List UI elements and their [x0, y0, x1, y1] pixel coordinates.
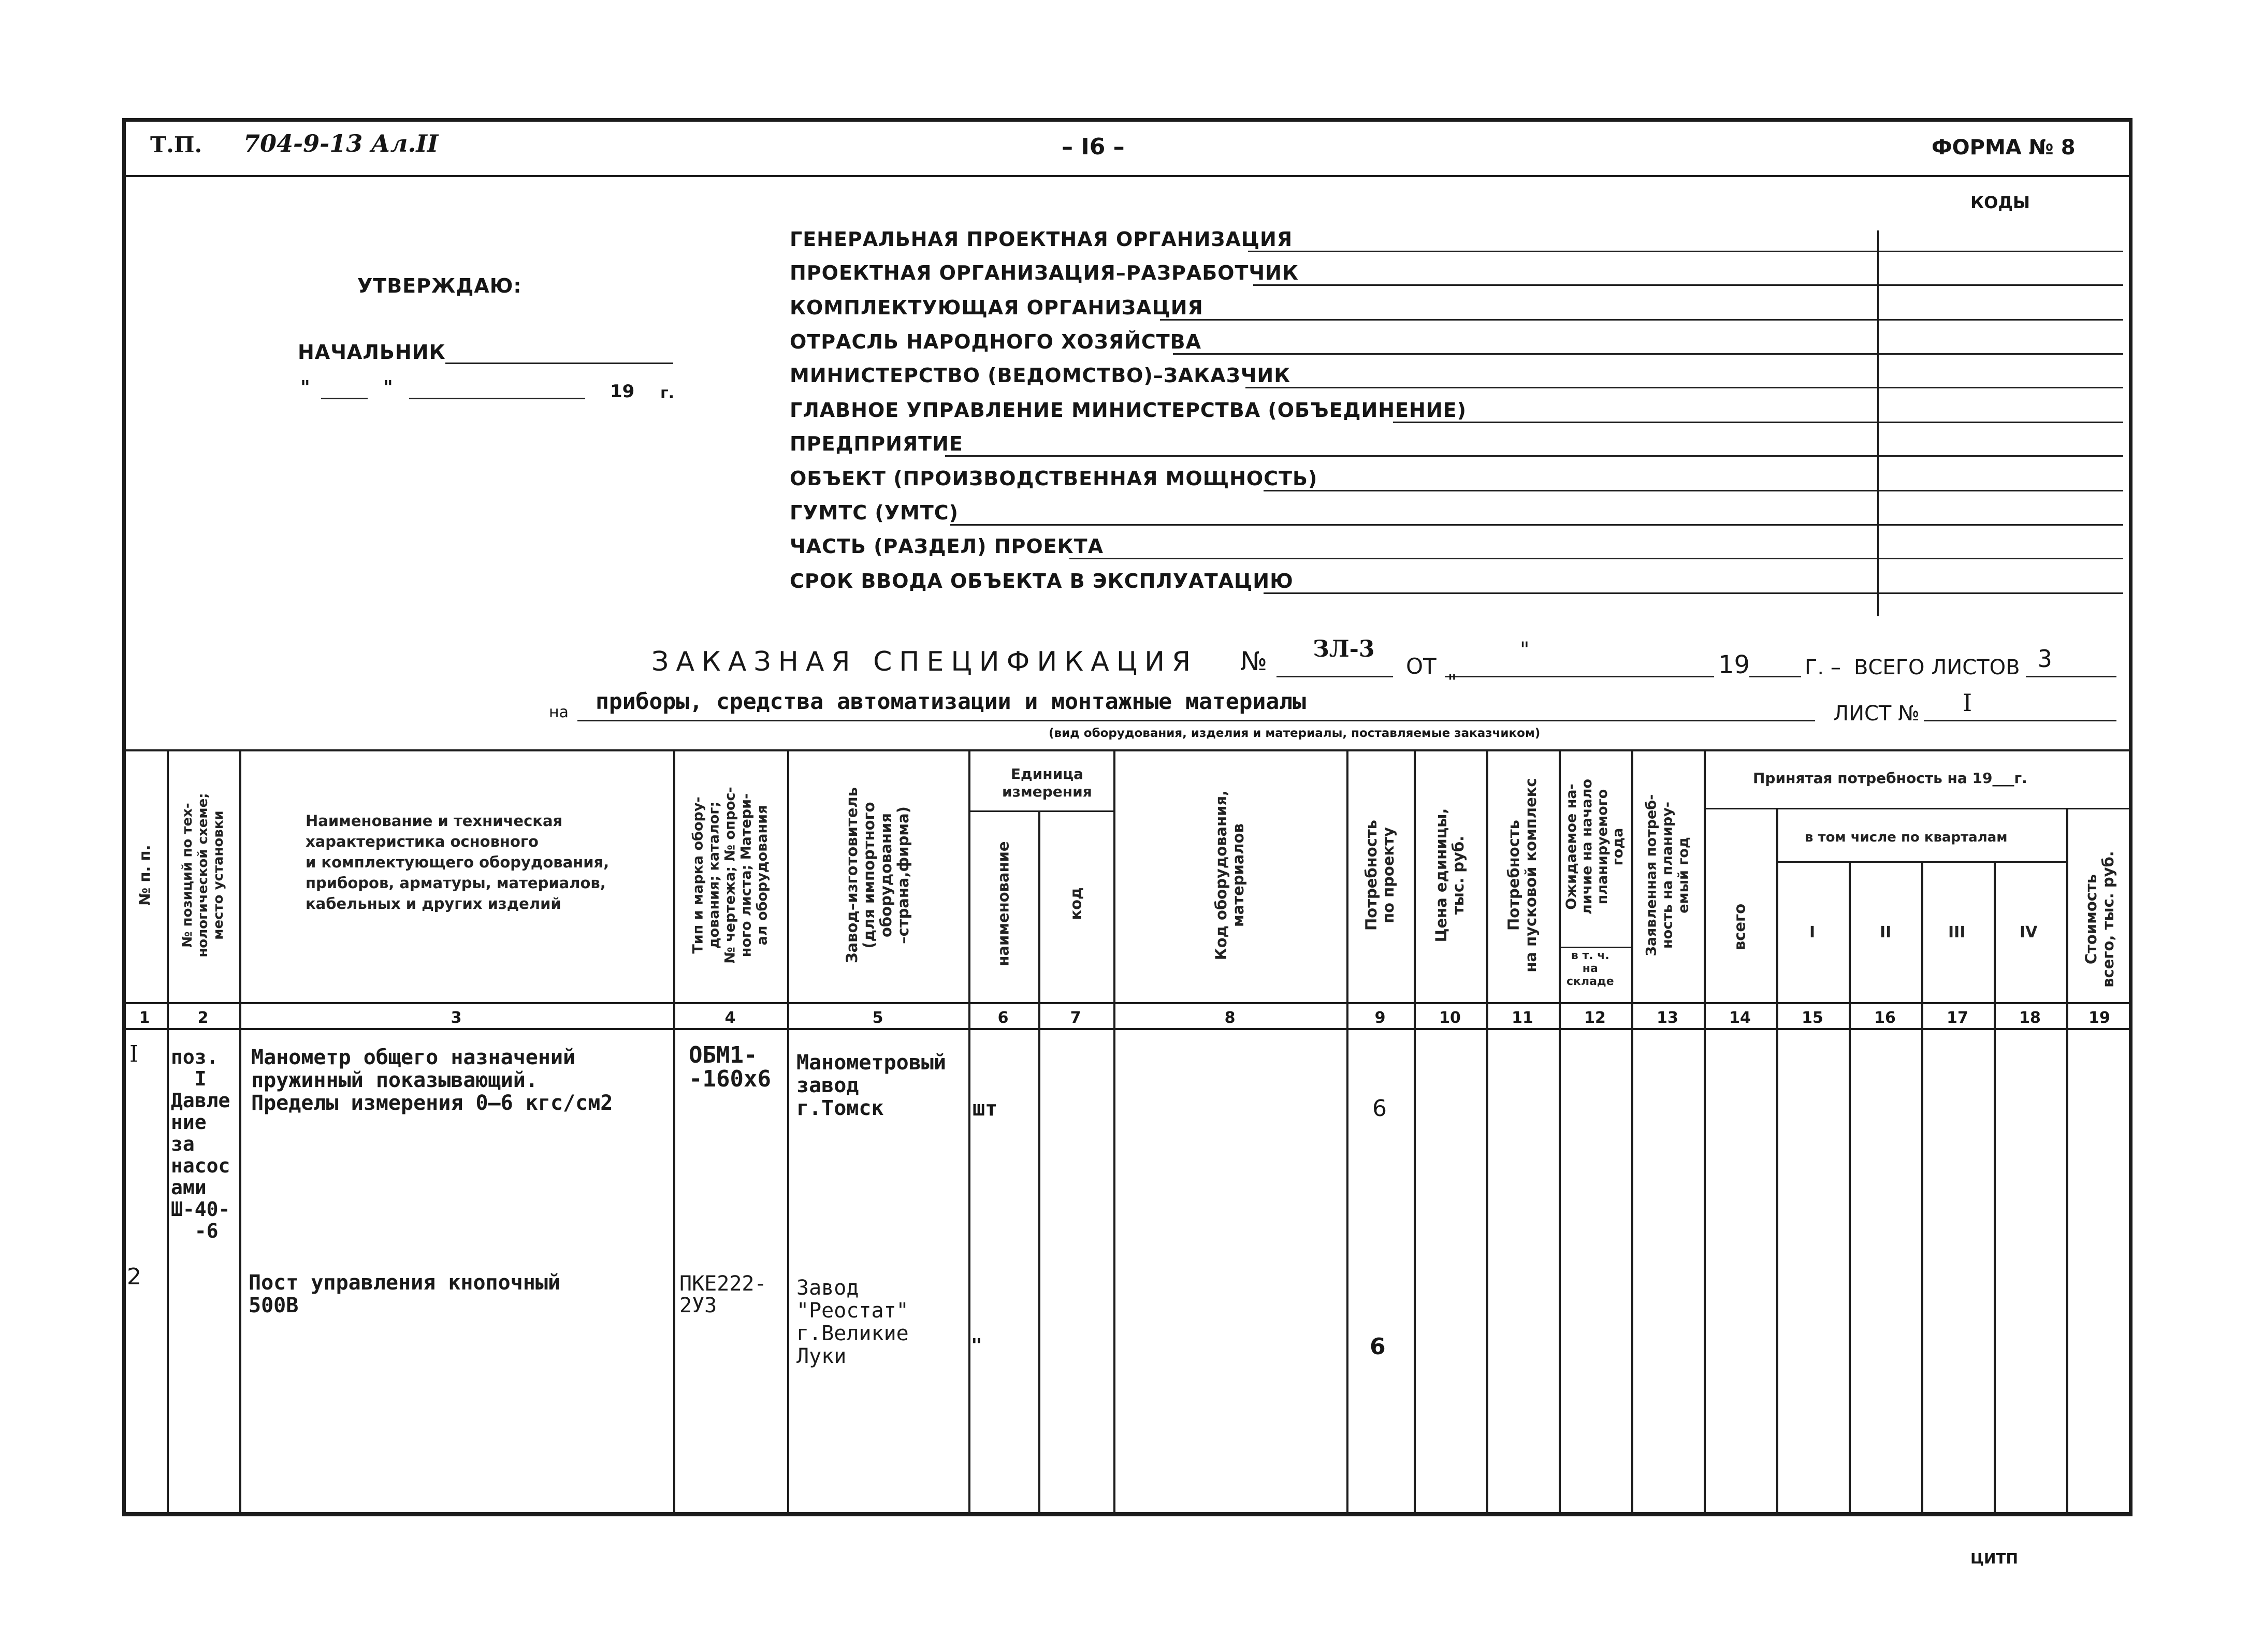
row-1-name: Манометр общего назначений пружинный показывающий. Пределы измерения 0–6 кгс/см2	[251, 1046, 613, 1115]
org-deadline: СРОК ВВОДА ОБЪЕКТА В ЭКСПЛУАТАЦИЮ	[790, 570, 1294, 592]
col-header-2: № позиций по тех- нологической схеме; место установки	[180, 793, 226, 958]
col-number-2: 2	[197, 1009, 209, 1027]
col-number-9: 9	[1374, 1009, 1386, 1027]
header-divider	[122, 175, 2133, 177]
col-header-13: Заявленная потреб- ность на планиру- емый год	[1643, 794, 1692, 957]
row-2-maker: Завод "Реостат" г.Великие Луки	[796, 1276, 909, 1368]
table-colnum-top-line	[122, 1002, 2133, 1004]
org-object: ОБЪЕКТ (ПРОИЗВОДСТВЕННАЯ МОЩНОСТЬ)	[790, 467, 1318, 490]
org-ministry-line	[1245, 387, 2123, 388]
date-quote-open: "	[300, 377, 310, 398]
spec-date-line	[1445, 676, 1714, 677]
page-number: – I6 –	[1062, 134, 1125, 160]
col-line-9	[1414, 749, 1416, 1512]
date-day-line	[321, 398, 368, 399]
org-project-part-line	[1069, 558, 2123, 559]
date-year-suffix: г.	[660, 384, 675, 402]
col-line-18	[2066, 808, 2068, 1512]
col-line-1	[167, 749, 169, 1512]
chief-signature-line	[445, 363, 673, 364]
col-line-17	[1994, 861, 1996, 1512]
col-line-5	[968, 749, 970, 1512]
row-2-type: ПКЕ222- 2УЗ	[679, 1272, 767, 1317]
spec-sheet-line	[1924, 720, 2116, 721]
col-line-2	[239, 749, 241, 1512]
doc-code: Т.П.	[150, 132, 202, 157]
spec-sheet-number: I	[1963, 689, 1972, 717]
col-header-3: Наименование и техническая характеристика основного и комплектующего оборудования, приборов, арматуры, материалов, кабельных и других изделий	[306, 812, 610, 912]
col-number-15: 15	[1802, 1009, 1823, 1027]
row-1-maker: Манометровый завод г.Томск	[796, 1051, 946, 1120]
spec-sheet-label: ЛИСТ №	[1833, 702, 1920, 726]
col-header-10: Цена единицы, тыс. руб.	[1432, 808, 1467, 943]
spec-from-label: ОТ	[1406, 654, 1437, 679]
org-general-line	[1248, 251, 2123, 252]
spec-total-sheets-label: ВСЕГО ЛИСТОВ	[1854, 656, 2020, 679]
spec-date-quote-1: "	[1520, 638, 1530, 662]
col-line-4	[787, 749, 789, 1512]
spec-number-label: №	[1240, 646, 1268, 676]
codes-label: КОДЫ	[1970, 193, 2030, 212]
form-label: ФОРМА № 8	[1932, 136, 2076, 160]
col-header-14: всего	[1731, 903, 1749, 951]
col-line-3	[673, 749, 675, 1512]
row-2-name: Пост управления кнопочный 500В	[249, 1271, 561, 1317]
col-line-6	[1038, 810, 1040, 1512]
org-developer: ПРОЕКТНАЯ ОРГАНИЗАЦИЯ–РАЗРАБОТЧИК	[790, 262, 1299, 284]
unit-group-line	[968, 810, 1113, 812]
row-2-unit: "	[971, 1335, 982, 1356]
col-line-13	[1704, 749, 1706, 1512]
col-header-12a: Ожидаемое на- личие на начало планируемого года	[1563, 778, 1626, 915]
col-number-1: 1	[139, 1009, 150, 1027]
col-header-12b: в т. ч. на складе	[1566, 949, 1614, 988]
col-number-5: 5	[872, 1009, 883, 1027]
col-number-12: 12	[1584, 1009, 1606, 1027]
org-project-part: ЧАСТЬ (РАЗДЕЛ) ПРОЕКТА	[790, 535, 1104, 558]
codes-separator	[1877, 230, 1879, 616]
row-2-qty: 6	[1370, 1334, 1386, 1360]
row-1-position: поз. I Давле ние за насос ами Ш-40- -6	[171, 1046, 230, 1242]
spec-year-suffix: Г. –	[1805, 656, 1841, 679]
col-header-q2: II	[1880, 923, 1892, 941]
org-industry: ОТРАСЛЬ НАРОДНОГО ХОЗЯЙСТВА	[790, 330, 1202, 353]
spec-subject: приборы, средства автоматизации и монтажные материалы	[596, 689, 1307, 715]
col-number-14: 14	[1729, 1009, 1751, 1027]
col-number-8: 8	[1224, 1009, 1236, 1027]
col-line-8	[1346, 749, 1348, 1512]
col-header-q1: I	[1809, 923, 1816, 941]
spec-number-line	[1276, 676, 1393, 677]
col-header-19: Стоимость всего, тыс. руб.	[2082, 851, 2117, 988]
col-number-16: 16	[1874, 1009, 1896, 1027]
stock-split-line	[1559, 947, 1631, 948]
spec-date-quote-2: "	[1447, 671, 1457, 694]
row-1-number: I	[129, 1041, 139, 1067]
org-enterprise-line	[945, 455, 2123, 457]
spec-title: ЗАКАЗНАЯ СПЕЦИФИКАЦИЯ	[651, 646, 1198, 677]
col-header-q3: III	[1948, 923, 1966, 941]
col-number-6: 6	[997, 1009, 1009, 1027]
accepted-group-header: Принятая потребность на 19___г.	[1753, 770, 2027, 787]
spec-on-label: на	[549, 703, 569, 721]
col-number-18: 18	[2019, 1009, 2041, 1027]
spec-year-line	[1749, 676, 1801, 677]
col-number-11: 11	[1512, 1009, 1533, 1027]
col-number-19: 19	[2088, 1009, 2110, 1027]
table-top-line	[122, 749, 2133, 751]
date-month-line	[409, 398, 585, 399]
col-number-17: 17	[1947, 1009, 1968, 1027]
footer-stamp: ЦИТП	[1970, 1550, 2018, 1567]
col-header-11: Потребность на пусковой комплекс	[1505, 778, 1540, 973]
col-number-10: 10	[1439, 1009, 1461, 1027]
col-header-7: код	[1067, 887, 1085, 920]
date-quote-close: "	[383, 377, 393, 398]
col-line-16	[1921, 861, 1923, 1512]
org-industry-line	[1173, 353, 2123, 355]
spec-number: ЗЛ-3	[1313, 636, 1375, 662]
table-colnum-bottom-line	[122, 1028, 2133, 1030]
org-gumts-line	[950, 524, 2123, 526]
col-header-9: Потребность по проекту	[1362, 820, 1397, 931]
doc-number: 704-9-13 Ал.II	[243, 129, 439, 157]
org-supplier-line	[1160, 319, 2123, 321]
spec-total-sheets-line	[2026, 676, 2116, 677]
col-number-3: 3	[451, 1009, 462, 1027]
row-1-qty: 6	[1372, 1095, 1387, 1122]
col-line-15	[1849, 861, 1851, 1512]
col-header-1: № п. п.	[136, 845, 154, 906]
spec-total-sheets: 3	[2038, 645, 2052, 673]
col-line-11	[1559, 749, 1561, 1512]
col-header-6: наименование	[994, 841, 1012, 966]
spec-year: 19	[1718, 650, 1750, 679]
col-number-4: 4	[724, 1009, 736, 1027]
unit-group-header: Единица измерения	[1002, 765, 1092, 800]
row-1-type: ОБМ1- -160х6	[689, 1042, 771, 1092]
date-year: 19	[610, 381, 635, 402]
org-supplier: КОМПЛЕКТУЮЩАЯ ОРГАНИЗАЦИЯ	[790, 296, 1203, 319]
org-developer-line	[1253, 284, 2123, 286]
org-gumts: ГУМТС (УМТС)	[790, 501, 959, 524]
quarters-group-header: в том числе по кварталам	[1805, 830, 2008, 845]
org-main-dept-line	[1393, 422, 2123, 423]
col-number-13: 13	[1657, 1009, 1678, 1027]
table-bottom-line	[122, 1512, 2133, 1514]
col-header-q4: IV	[2020, 923, 2038, 941]
col-line-10	[1486, 749, 1488, 1512]
col-number-7: 7	[1070, 1009, 1081, 1027]
spec-subject-caption: (вид оборудования, изделия и материалы, поставляемые заказчиком)	[1049, 727, 1541, 740]
spec-subject-line	[577, 720, 1815, 721]
org-main-dept: ГЛАВНОЕ УПРАВЛЕНИЕ МИНИСТЕРСТВА (ОБЪЕДИНЕНИЕ)	[790, 399, 1467, 422]
org-deadline-line	[1264, 592, 2123, 594]
col-header-8: Код оборудования, материалов	[1212, 790, 1247, 961]
approve-label: УТВЕРЖДАЮ:	[357, 274, 522, 297]
col-header-4: Тип и марка обору- дования; каталог; № чертежа; № опрос- ного листа; Матери- ал оборудования	[690, 787, 771, 964]
col-header-5: Завод–изготовитель (для импортного оборудования –страна,фирма)	[843, 787, 912, 964]
org-enterprise: ПРЕДПРИЯТИЕ	[790, 432, 963, 455]
row-1-unit: шт	[973, 1097, 998, 1121]
org-general: ГЕНЕРАЛЬНАЯ ПРОЕКТНАЯ ОРГАНИЗАЦИЯ	[790, 228, 1293, 251]
col-line-7	[1113, 749, 1115, 1512]
org-ministry: МИНИСТЕРСТВО (ВЕДОМСТВО)–ЗАКАЗЧИК	[790, 364, 1291, 387]
chief-label: НАЧАЛЬНИК	[298, 341, 446, 364]
row-2-number: 2	[127, 1264, 141, 1290]
col-line-12	[1631, 749, 1633, 1512]
col-line-14	[1776, 808, 1778, 1512]
org-object-line	[1264, 490, 2123, 491]
